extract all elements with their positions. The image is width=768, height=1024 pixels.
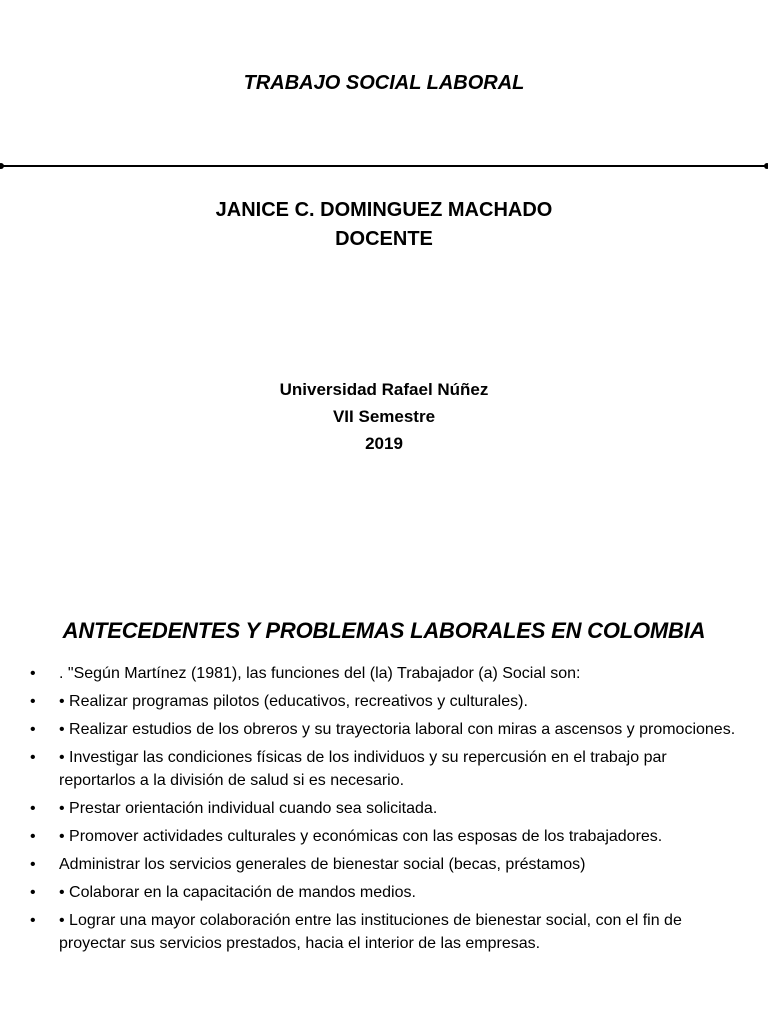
list-item-text: • Prestar orientación individual cuando sea solicitada.	[59, 800, 438, 817]
list-item	[30, 909, 742, 955]
bullet-icon: •	[30, 828, 36, 845]
list-item-text: . "Según Martínez (1981), las funciones del (la) Trabajador (a) Social son:	[59, 665, 581, 682]
bullet-icon: •	[30, 693, 36, 710]
list-item	[30, 690, 742, 713]
divider-endpoint-left	[0, 163, 4, 169]
list-item	[30, 746, 742, 792]
author-name: JANICE C. DOMINGUEZ MACHADO	[215, 199, 553, 221]
author-block	[0, 196, 768, 254]
slide-title-heading: TRABAJO SOCIAL LABORAL	[243, 72, 525, 94]
list-item	[30, 662, 742, 685]
semester-label: VII Semestre	[332, 407, 436, 426]
year-label: 2019	[365, 434, 403, 453]
list-item-text: • Realizar programas pilotos (educativos, recreativos y culturales).	[59, 693, 528, 710]
bullet-icon: •	[30, 856, 36, 873]
list-item-text: Administrar los servicios generales de bienestar social (becas, préstamos)	[59, 856, 586, 873]
list-item	[30, 797, 742, 820]
institution-block	[0, 376, 768, 457]
list-item	[30, 881, 742, 904]
list-item	[30, 853, 742, 876]
slide-content-heading: ANTECEDENTES Y PROBLEMAS LABORALES EN COLOMBIA	[62, 618, 706, 643]
list-item-text: • Colaborar en la capacitación de mandos medios.	[59, 884, 416, 901]
list-item-text: • Promover actividades culturales y económicas con las esposas de los trabajadores.	[59, 828, 663, 845]
list-item-text: • Realizar estudios de los obreros y su trayectoria laboral con miras a ascensos y promociones.	[59, 721, 736, 738]
university-name: Universidad Rafael Núñez	[279, 380, 489, 399]
horizontal-divider	[0, 165, 768, 167]
list-item	[30, 825, 742, 848]
bullet-icon: •	[30, 749, 36, 766]
bullet-icon: •	[30, 884, 36, 901]
bullet-list	[30, 662, 742, 960]
slide-content	[0, 600, 768, 1024]
bullet-icon: •	[30, 912, 36, 929]
list-item-text: • Lograr una mayor colaboración entre las instituciones de bienestar social, con el fin de proyectar sus servicios prestados, hacia el interior de las empresas.	[59, 912, 682, 952]
bullet-icon: •	[30, 800, 36, 817]
list-item-text: • Investigar las condiciones físicas de los individuos y su repercusión en el trabajo par reportarlos a la división de salud si es necesario.	[59, 749, 667, 789]
bullet-icon: •	[30, 665, 36, 682]
bullet-icon: •	[30, 721, 36, 738]
author-role: DOCENTE	[335, 228, 433, 250]
list-item	[30, 718, 742, 741]
divider-endpoint-right	[764, 163, 768, 169]
